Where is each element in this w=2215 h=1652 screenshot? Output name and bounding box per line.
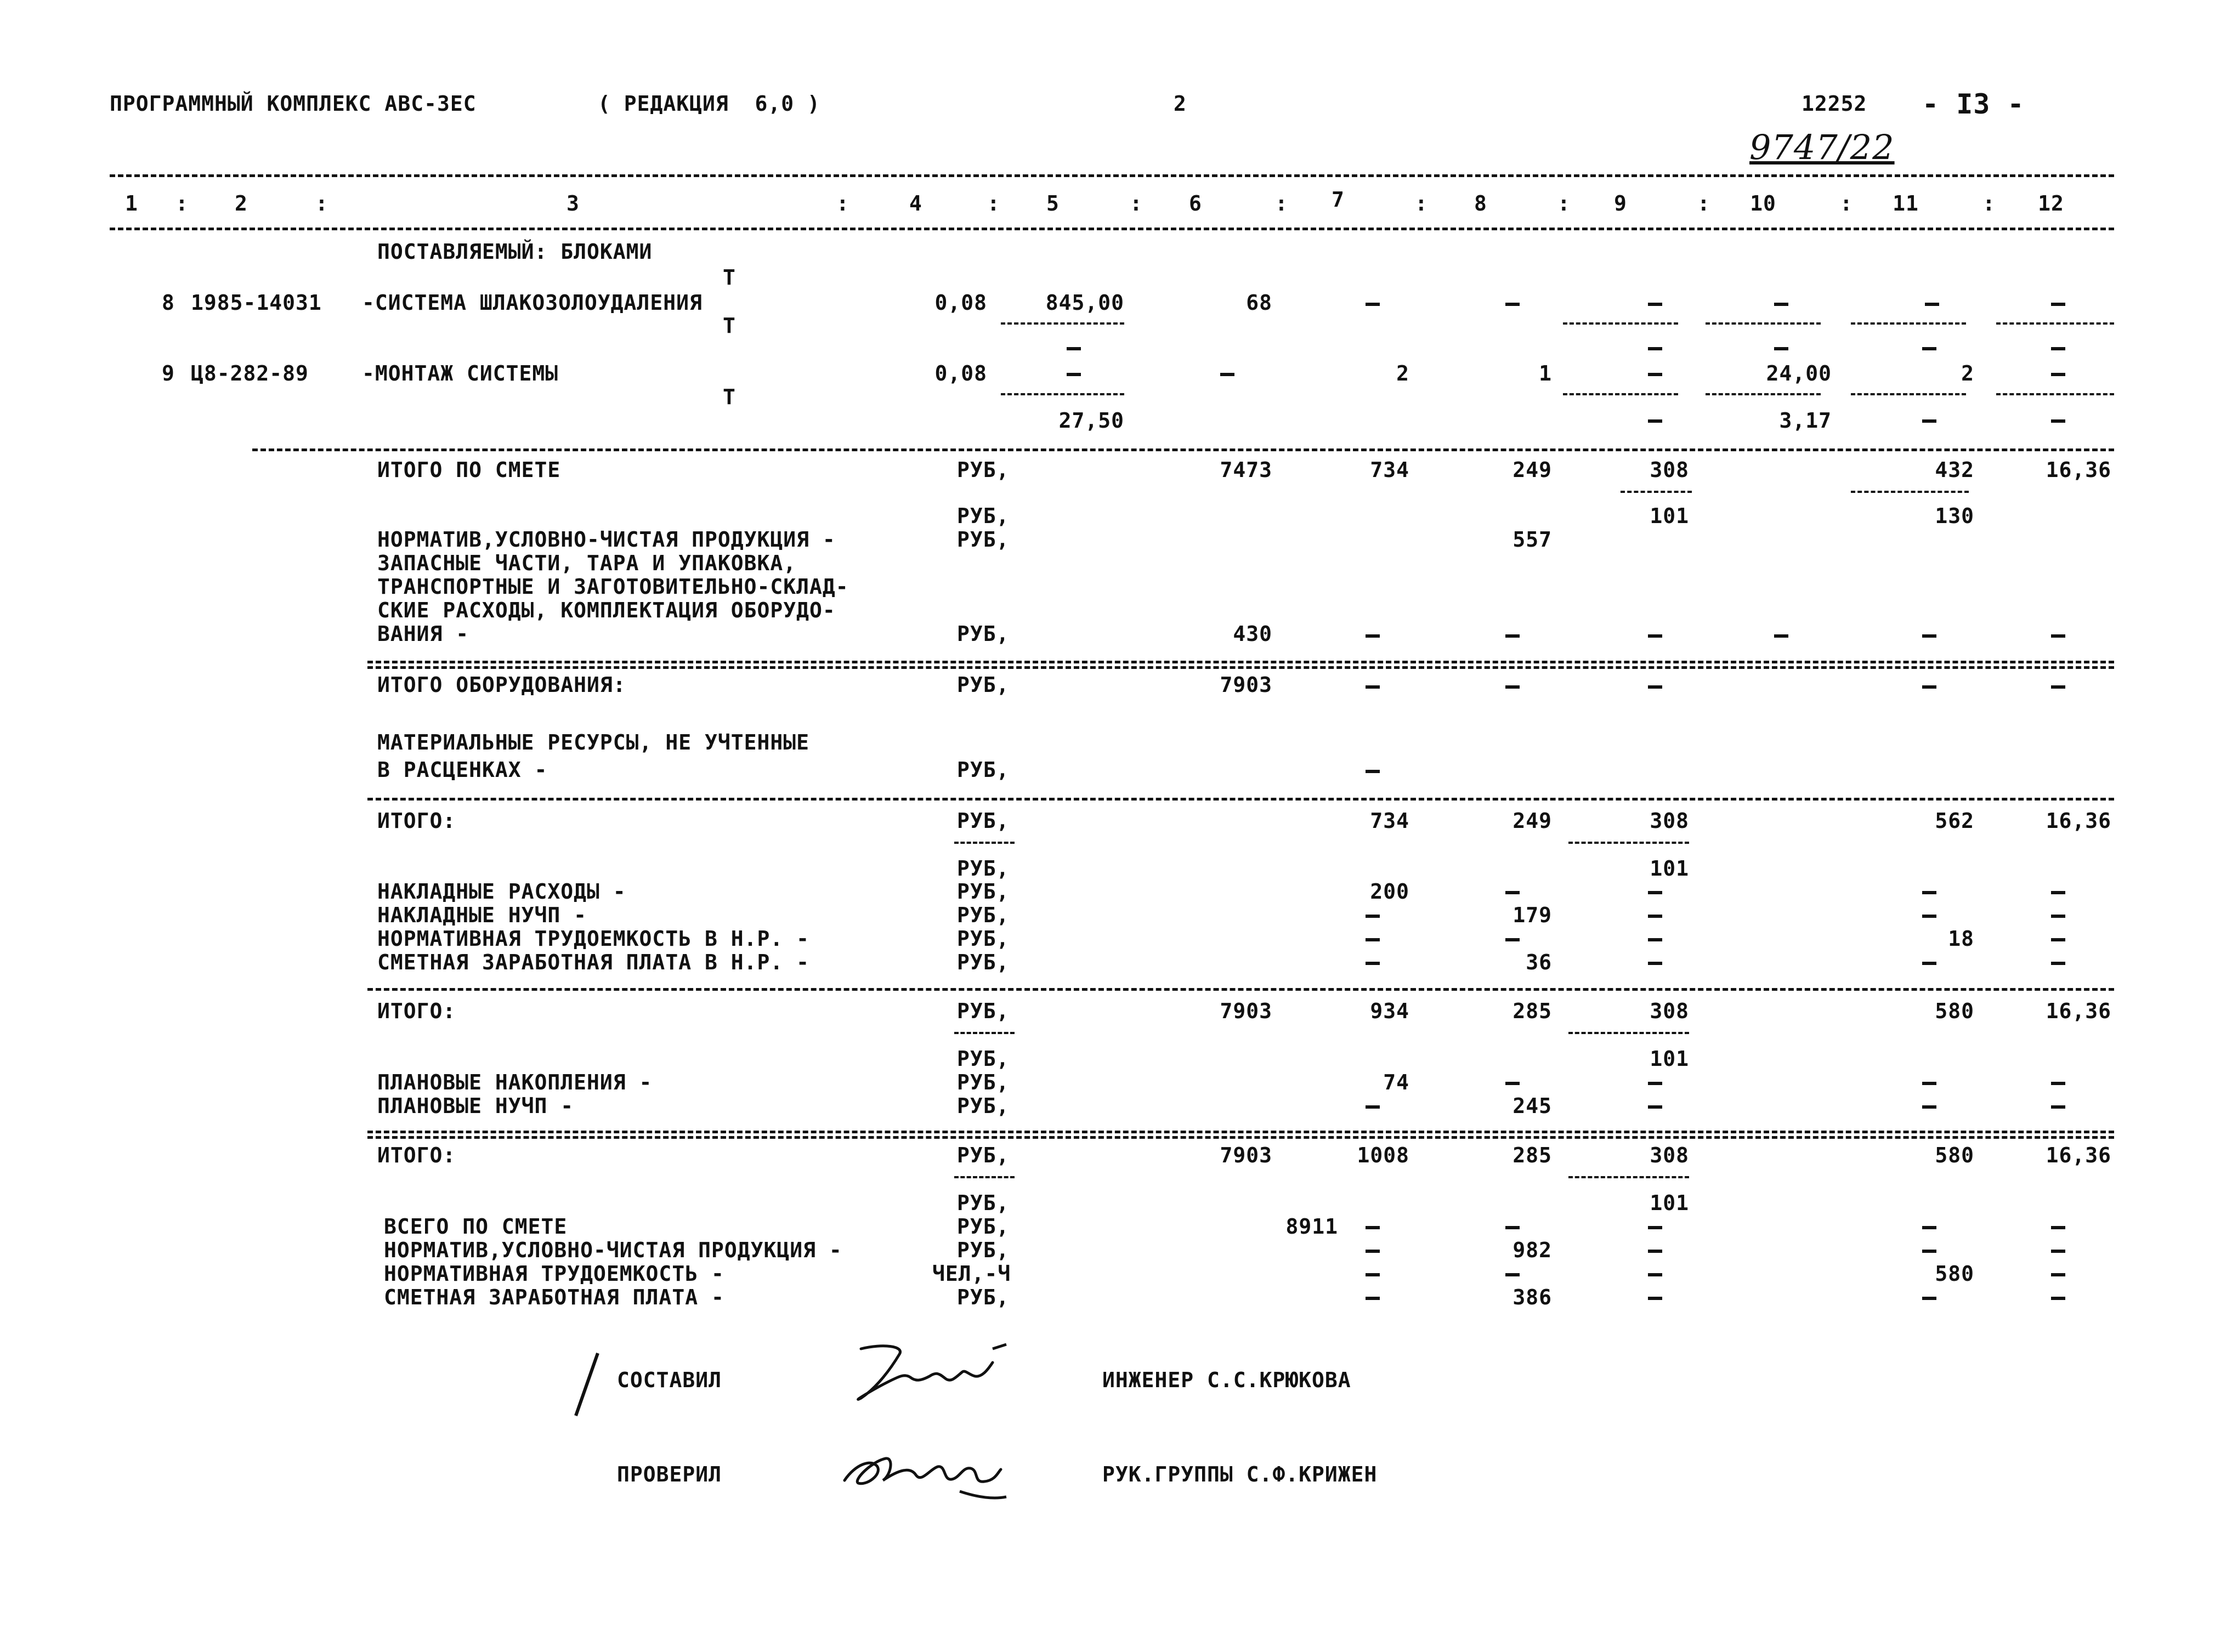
unit-rub: РУБ, [957,809,1010,833]
signature-checked [834,1442,1020,1513]
cell-value: 432 [1935,458,1974,482]
compiled-by: ИНЖЕНЕР С.С.КРЮКОВА [1102,1368,1351,1392]
wage-label: СМЕТНАЯ ЗАРАБОТНАЯ ПЛАТА - [384,1285,724,1309]
cell-value: 1008 [1357,1143,1409,1167]
cell-value: 249 [1512,458,1552,482]
cell-value: 24,00 [1766,361,1832,385]
document-number: 12252 [1802,92,1867,116]
row-number: 8 [162,291,175,315]
unit-rub: РУБ, [957,903,1010,927]
unit-rub: РУБ, [957,1047,1010,1071]
unit-rub: РУБ, [957,622,1010,646]
cell-value: 200 [1370,879,1409,904]
wage-label: СМЕТНАЯ ЗАРАБОТНАЯ ПЛАТА В Н.Р. - [377,950,809,974]
norm-labor-label: НОРМАТИВНАЯ ТРУДОЕМКОСТЬ В Н.Р. - [377,927,809,951]
slash-mark [570,1349,603,1420]
unit-rub: РУБ, [957,458,1010,482]
unit-rub: РУБ, [957,1094,1010,1118]
cell-value: 285 [1512,1143,1552,1167]
cell-value: 245 [1512,1094,1552,1118]
cell-value: 308 [1650,999,1689,1023]
cell-value: 934 [1370,999,1409,1023]
total-equipment-label: ИТОГО ОБОРУДОВАНИЯ: [377,673,626,697]
unit-rub: РУБ, [957,1214,1010,1239]
cell-value: 2 [1961,361,1974,385]
signature-compiled [839,1338,1015,1409]
grand-total-label: ВСЕГО ПО СМЕТЕ [384,1214,568,1239]
subtotal-label: ИТОГО: [377,999,456,1023]
cell-value: 7903 [1220,999,1272,1023]
column-header: 6 [1189,191,1202,215]
quantity: 0,08 [934,291,987,315]
unit-rub: РУБ, [957,673,1010,697]
cell-value: 845,00 [1045,291,1124,315]
supplied-label: ПОСТАВЛЯЕМЫЙ: БЛОКАМИ [377,240,653,264]
cell-value: 308 [1650,458,1689,482]
cell-value: 27,50 [1058,408,1124,433]
planned-accumulation-label: ПЛАНОВЫЕ НАКОПЛЕНИЯ - [377,1070,653,1094]
materials-label: МАТЕРИАЛЬНЫЕ РЕСУРСЫ, НЕ УЧТЕННЫЕ [377,730,809,754]
unit-t: Т [723,385,736,409]
spare-parts-label: ЗАПАСНЫЕ ЧАСТИ, ТАРА И УПАКОВКА, [377,551,797,575]
cell-value: 580 [1935,1143,1974,1167]
spare-parts-label: ТРАНСПОРТНЫЕ И ЗАГОТОВИТЕЛЬНО-СКЛАД- [377,575,849,599]
cell-value: 16,36 [2046,999,2111,1023]
compiled-label: СОСТАВИЛ [617,1368,722,1392]
column-header: 9 [1614,191,1627,215]
cell-value: 308 [1650,1143,1689,1167]
checked-label: ПРОВЕРИЛ [617,1462,722,1486]
unit-rub: РУБ, [957,927,1010,951]
handwritten-number: 9747/22 [1749,127,1895,167]
cell-value: 2 [1396,361,1409,385]
cell-value: 249 [1512,809,1552,833]
unit-rub: РУБ, [957,1191,1010,1215]
column-header: 5 [1046,191,1060,215]
cell-value: 308 [1650,809,1689,833]
column-header: 2 [235,191,248,215]
cell-value: 734 [1370,809,1409,833]
cell-value: 16,36 [2046,1143,2111,1167]
page-number: - I3 - [1922,88,2025,120]
center-number: 2 [1174,92,1187,116]
norm-labor-label: НОРМАТИВНАЯ ТРУДОЕМКОСТЬ - [384,1262,724,1286]
cell-value: 386 [1512,1285,1552,1309]
cell-value: 734 [1370,458,1409,482]
header-bottom-rule [110,228,2114,230]
unit-rub: РУБ, [957,1238,1010,1262]
subtotal-label: ИТОГО: [377,809,456,833]
unit-man-hours: ЧЕЛ,-Ч [932,1262,1011,1286]
cell-value: 982 [1512,1238,1552,1262]
cell-value: 101 [1650,856,1689,881]
table-top-rule [110,174,2114,177]
item-name: -СИСТЕМА ШЛАКОЗОЛОУДАЛЕНИЯ [362,291,703,315]
spare-parts-label: ВАНИЯ - [377,622,469,646]
cell-value: 16,36 [2046,458,2111,482]
cell-value: 68 [1246,291,1272,315]
spare-parts-label: СКИЕ РАСХОДЫ, КОМПЛЕКТАЦИЯ ОБОРУДО- [377,598,836,622]
cell-value: 1 [1539,361,1552,385]
unit-rub: РУБ, [957,950,1010,974]
column-header: 3 [567,191,580,215]
cell-value: 285 [1512,999,1552,1023]
column-header: 8 [1474,191,1487,215]
materials-label: В РАСЦЕНКАХ - [377,758,548,782]
cell-value: 16,36 [2046,809,2111,833]
cell-value: 580 [1935,999,1974,1023]
unit-rub: РУБ, [957,758,1010,782]
cell-value: 101 [1650,504,1689,528]
item-code: 1985-14031 [191,291,322,315]
row-number: 9 [162,361,175,385]
cell-value: 580 [1935,1262,1974,1286]
overhead-nuchp-label: НАКЛАДНЫЕ НУЧП - [377,903,587,927]
cell-value: 179 [1512,903,1552,927]
column-header: 11 [1893,191,1919,215]
cell-value: 562 [1935,809,1974,833]
item-name: -МОНТАЖ СИСТЕМЫ [362,361,559,385]
column-header: 12 [2038,191,2064,215]
cell-value: 18 [1948,927,1974,951]
unit-rub: РУБ, [957,1070,1010,1094]
edition: ( РЕДАКЦИЯ 6,0 ) [598,92,820,116]
planned-nuchp-label: ПЛАНОВЫЕ НУЧП - [377,1094,574,1118]
cell-value: 430 [1233,622,1272,646]
cell-value: 101 [1650,1047,1689,1071]
unit-t: Т [723,314,736,338]
subtotal-label: ИТОГО: [377,1143,456,1167]
cell-value: 3,17 [1779,408,1832,433]
unit-rub: РУБ, [957,879,1010,904]
unit-t: Т [723,265,736,289]
program-title: ПРОГРАММНЫЙ КОМПЛЕКС АВС-ЗЕС [110,92,477,116]
cell-value: 7473 [1220,458,1272,482]
cell-value: 8911 [1285,1214,1338,1239]
cell-value: 74 [1383,1070,1409,1094]
unit-rub: РУБ, [957,999,1010,1023]
checked-by: РУК.ГРУППЫ С.Ф.КРИЖЕН [1102,1462,1378,1486]
column-header: 1 [125,191,138,215]
overhead-label: НАКЛАДНЫЕ РАСХОДЫ - [377,879,626,904]
quantity: 0,08 [934,361,987,385]
cell-value: 130 [1935,504,1974,528]
item-code: Ц8-282-89 [191,361,309,385]
unit-rub: РУБ, [957,504,1010,528]
column-header: 7 [1332,188,1345,212]
total-estimate-label: ИТОГО ПО СМЕТЕ [377,458,561,482]
cell-value: 101 [1650,1191,1689,1215]
unit-rub: РУБ, [957,1285,1010,1309]
unit-rub: РУБ, [957,856,1010,881]
cell-value: 557 [1512,527,1552,552]
unit-rub: РУБ, [957,1143,1010,1167]
unit-rub: РУБ, [957,527,1010,552]
cell-value: 36 [1526,950,1552,974]
norm-label: НОРМАТИВ,УСЛОВНО-ЧИСТАЯ ПРОДУКЦИЯ - [384,1238,842,1262]
norm-label: НОРМАТИВ,УСЛОВНО-ЧИСТАЯ ПРОДУКЦИЯ - [377,527,836,552]
column-header: 10 [1750,191,1776,215]
column-header: 4 [909,191,922,215]
cell-value: 7903 [1220,1143,1272,1167]
cell-value: 7903 [1220,673,1272,697]
